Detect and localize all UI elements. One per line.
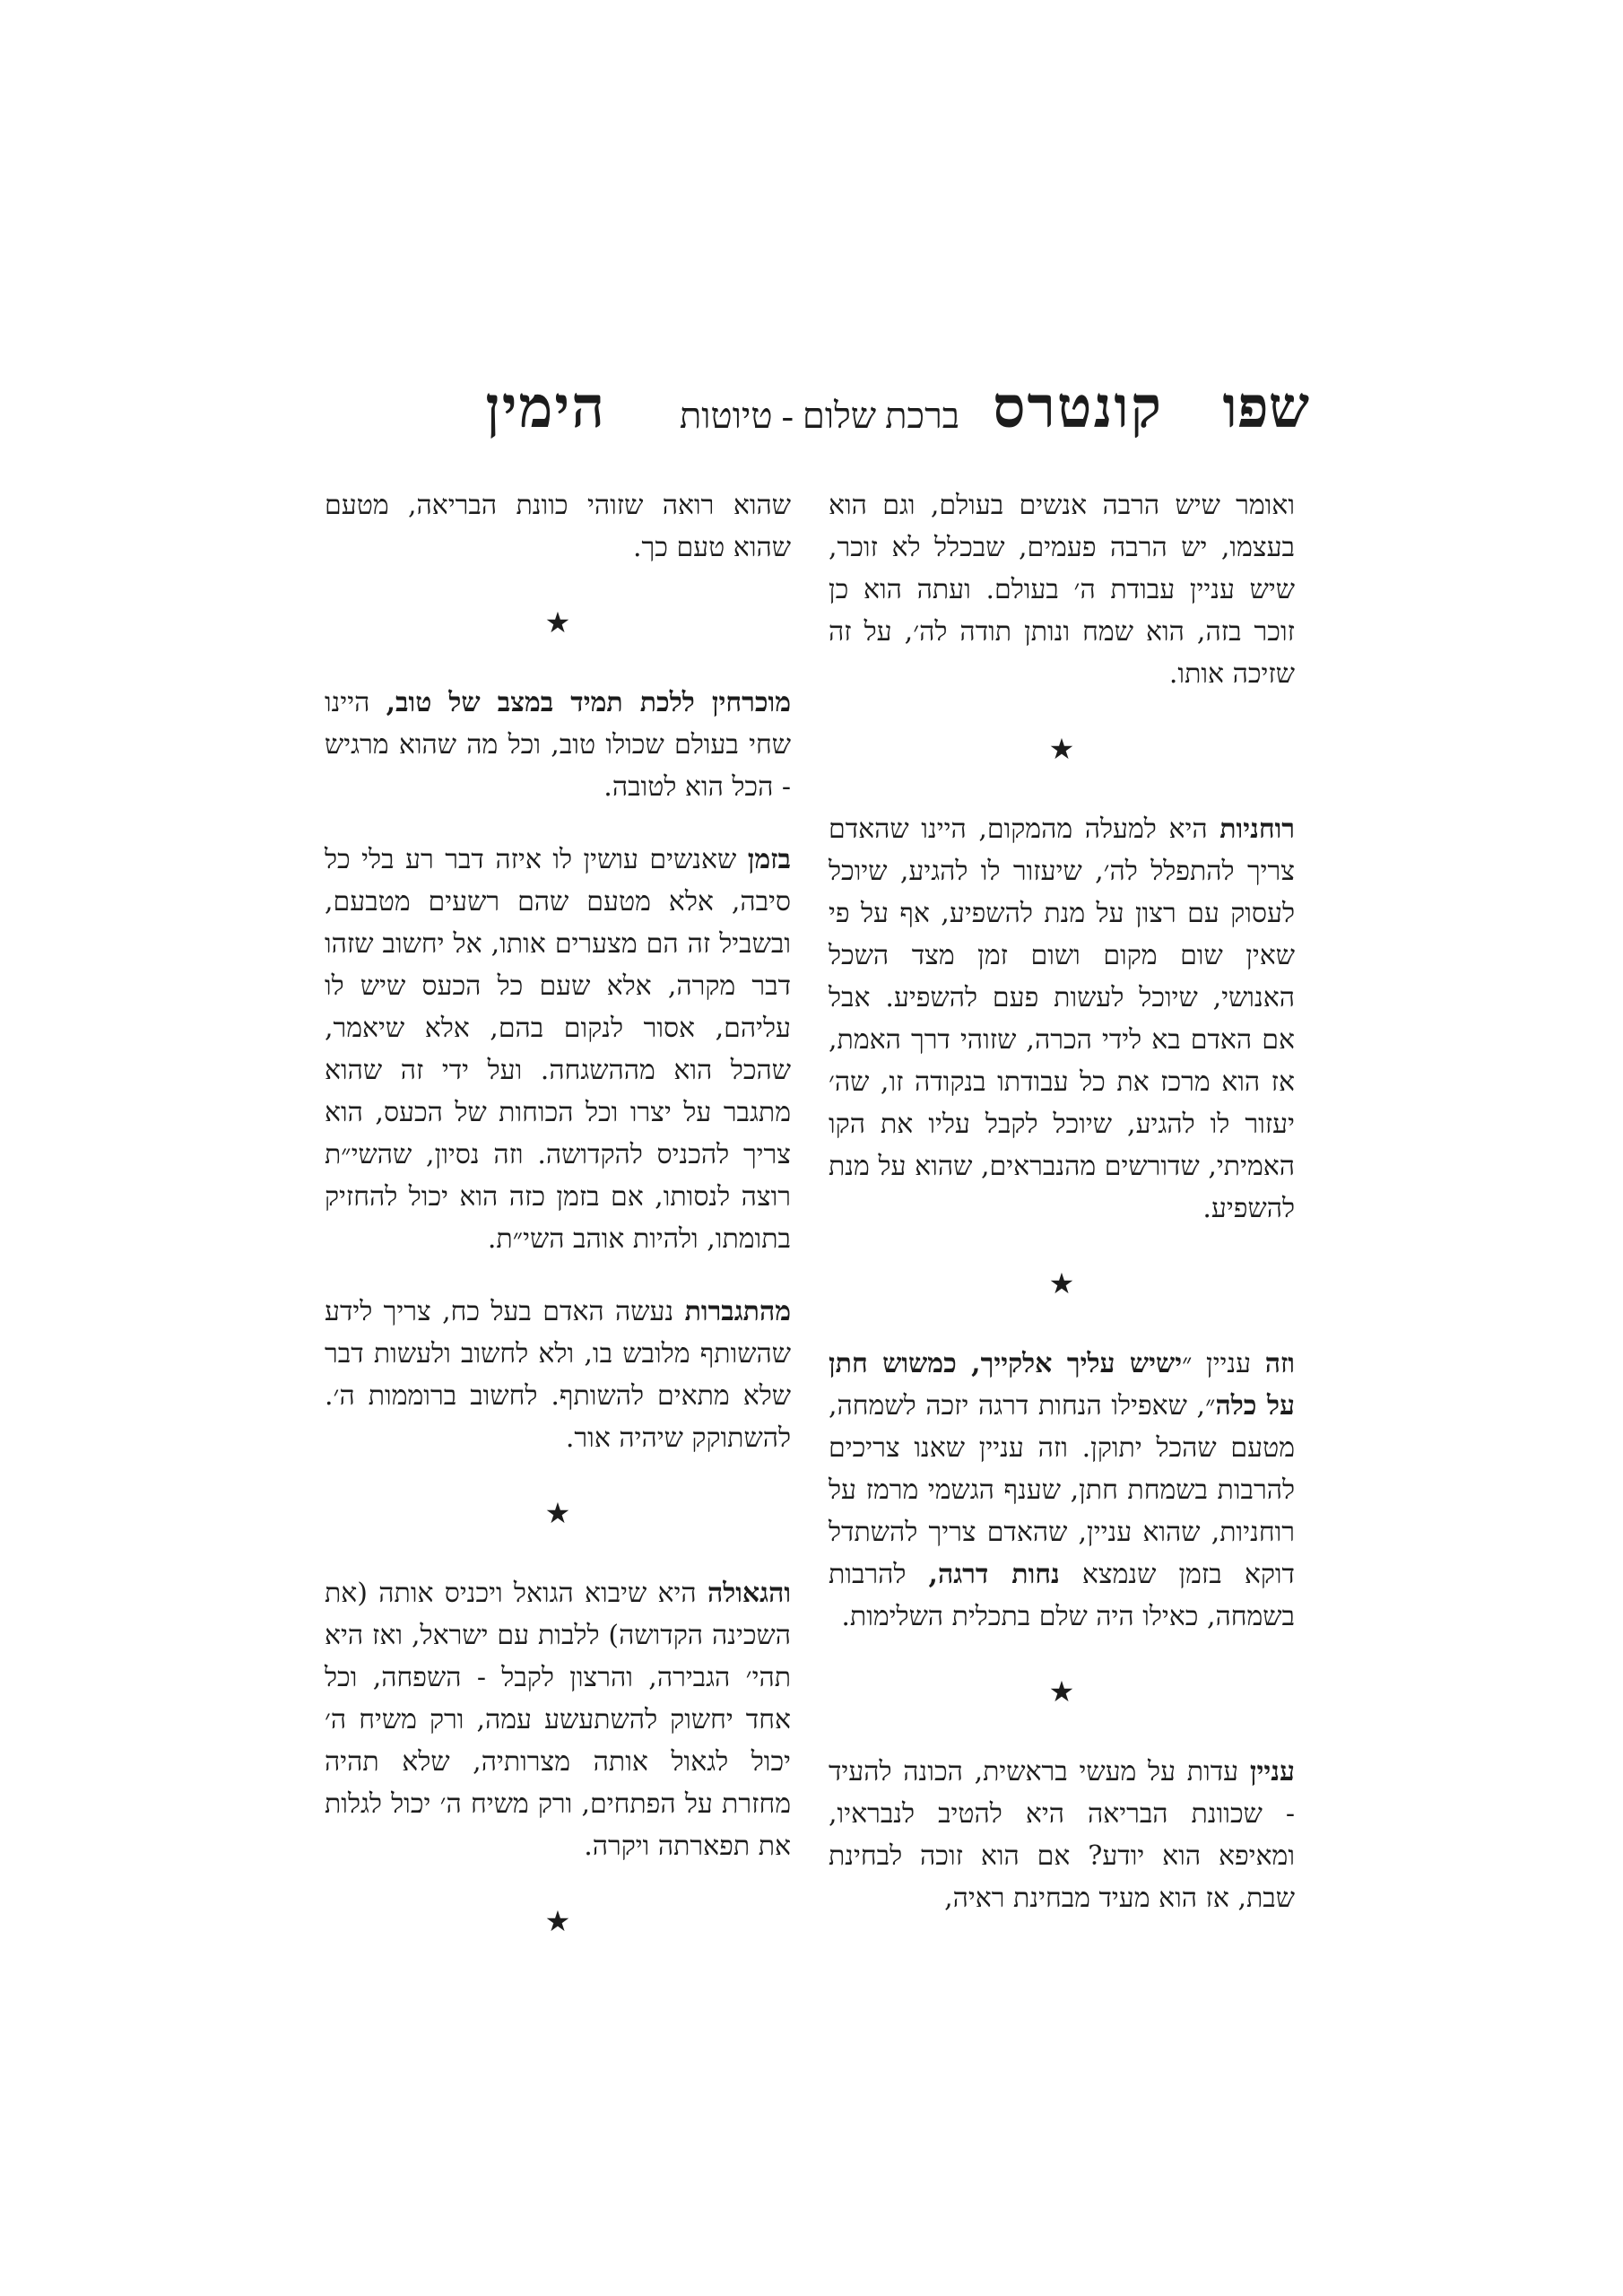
star-separator: ★: [544, 605, 571, 639]
running-header: [323, 375, 1309, 456]
bold-lead: רוחניות: [1219, 813, 1295, 845]
header-kuntres: קונטרס: [993, 376, 1163, 439]
paragraph: והגאולה היא שיבוא הגואל ויכניס אותה (את השכינה הקדושה) ללבות עם ישראל, ואז היא תהי׳ הגבירה, והרצון לקבל - השפחה, וכל אחד יחשוק להשתעשע עמה, ורק משיח ה׳ יכול לגאול אותה מצרותיה, שלא תהיה מחזרת על הפתחים, ורק משיח ה׳ יכול לגלות את תפארתה ויקרה.: [325, 1578, 791, 1862]
star-separator: ★: [1048, 732, 1075, 766]
bold-lead: מהתגברות: [684, 1296, 791, 1327]
bold-lead: והגאולה: [707, 1578, 791, 1609]
right-column: [829, 484, 1295, 1919]
bold-lead: וזה: [1264, 1348, 1295, 1379]
star-separator: ★: [544, 1496, 571, 1530]
left-column: [325, 484, 791, 1980]
bold-lead: עניין: [1249, 1756, 1295, 1787]
paragraph: עניין עדות על מעשי בראשית, הכונה להעיד - שכוונת הבריאה היא להטיב לנבראיו, ומאיפא הוא יודע? אם הוא זוכה לבחינת שבת, אז הוא מעיד מבחינת ראיה,: [829, 1756, 1295, 1914]
bold-lead: מוכרחין ללכת תמיד במצב של טוב,: [386, 687, 791, 718]
paragraph: מוכרחין ללכת תמיד במצב של טוב, היינו שחי בעולם שכולו טוב, וכל מה שהוא מרגיש - הכל הוא לטובה.: [325, 687, 791, 803]
header-himin: הימין: [485, 376, 606, 439]
paragraph: בזמן שאנשים עושין לו איזה דבר רע בלי כל סיבה, אלא מטעם שהם רשעים מטבעם, ובשביל זה הם מצערים אותו, אל יחשוב שזהו דבר מקרה, אלא שעם כל הכעס שיש לו עליהם, אסור לנקום בהם, אלא שיאמר, שהכל הוא מההשגחה. ועל ידי זה שהוא מתגבר על יצרו וכל הכוחות של הכעס, הוא צריך להכניס להקדושה. וזה נסיון, שהשי״ת רוצה לנסותו, אם בזמן כזה הוא יכול להחזיק בתומתו, ולהיות אוהב השי״ת.: [325, 844, 791, 1255]
paragraph: רוחניות היא למעלה מהמקום, היינו שהאדם צריך להתפלל לה׳, שיעזור לו להגיע, שיוכל לעסוק עם רצון על מנת להשפיע, אף על פי שאין שום מקום ושום זמן מצד השכל האנושי, שיוכל לעשות פעם להשפיע. אבל אם האדם בא לידי הכרה, שזוהי דרך האמת, אז הוא מרכז את כל עבודתו בנקודה זו, שה׳ יעזור לו להגיע, שיוכל לקבל עליו את הקו האמיתי, שדורשים מהנבראים, שהוא על מנת להשפיע.: [829, 813, 1295, 1224]
paragraph: ואומר שיש הרבה אנשים בעולם, וגם הוא בעצמו, יש הרבה פעמים, שבכלל לא זוכר, שיש עניין עבודת ה׳ בעולם. ועתה הוא כן זוכר בזה, הוא שמח ונותן תודה לה׳, על זה שזיכה אותו.: [829, 490, 1295, 690]
bold-phrase: נחות דרגה,: [928, 1559, 1060, 1590]
paragraph: מהתגברות נעשה האדם בעל כח, צריך לידע שהשותף מלובש בו, ולא לחשוב ולעשות דבר שלא מתאים להשותף. לחשוב ברוממות ה׳. להשתוקק שיהיה אור.: [325, 1296, 791, 1454]
bold-quote: ישיש עליך אלקייך, כמשוש חתן על כלה: [829, 1348, 1295, 1422]
star-separator: ★: [1048, 1674, 1075, 1709]
star-separator: ★: [1048, 1266, 1075, 1300]
page-number: שפו: [1222, 376, 1309, 439]
bold-lead: בזמן: [747, 844, 791, 875]
paragraph: שהוא רואה שזוהי כוונת הבריאה, מטעם שהוא טעם כך.: [325, 490, 791, 563]
header-subtitle: ברכת שלום - טיוטות: [679, 396, 959, 436]
star-separator: ★: [544, 1904, 571, 1938]
paragraph: וזה עניין ״ישיש עליך אלקייך, כמשוש חתן על כלה״, שאפילו הנחות דרגה יזכה לשמחה, מטעם שהכל יתוקן. וזה עניין שאנו צריכים להרבות בשמחת חתן, שענף הגשמי מרמז על רוחניות, שהוא עניין, שהאדם צריך להשתדל דוקא בזמן שנמצא נחות דרגה, להרבות בשמחה, כאילו היה שלם בתכלית השלימות.: [829, 1348, 1295, 1632]
